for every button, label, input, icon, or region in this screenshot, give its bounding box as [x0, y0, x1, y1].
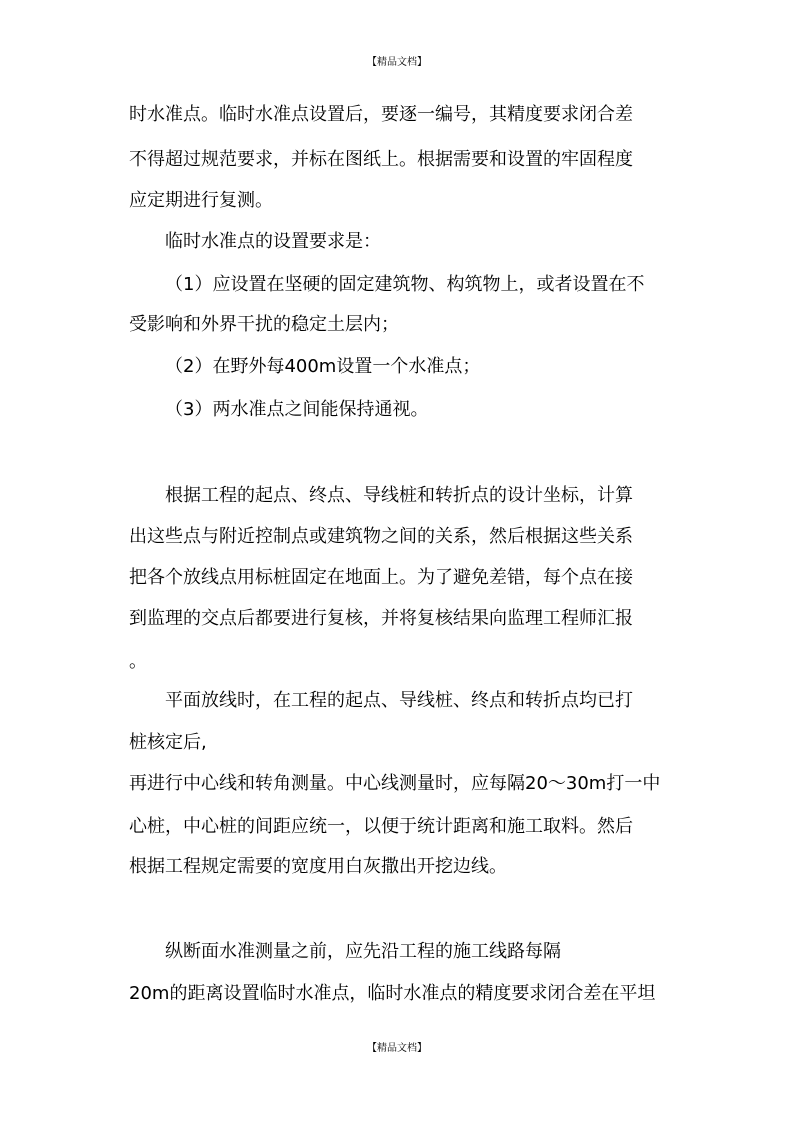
text-line: 到监理的交点后都要进行复核，并将复核结果向监理工程师汇报 — [129, 608, 633, 629]
text-line: （3）两水准点之间能保持通视。 — [165, 399, 429, 420]
text-line: 纵断面水准测量之前，应先沿工程的施工线路每隔 — [165, 941, 561, 962]
page-header: 【精品文档】 — [367, 57, 427, 68]
page-footer: 【精品文档】 — [367, 1043, 427, 1054]
text-line: 临时水准点的设置要求是： — [165, 231, 381, 252]
text-line: 桩核定后, — [129, 732, 207, 753]
text-line: 平面放线时，在工程的起点、导线桩、终点和转折点均已打 — [165, 690, 633, 711]
text-line: 不得超过规范要求，并标在图纸上。根据需要和设置的牢固程度 — [129, 149, 633, 170]
text-line: 。 — [129, 651, 147, 672]
text-line: 20m的距离设置临时水准点，临时水准点的精度要求闭合差在平坦 — [129, 983, 656, 1004]
text-line: 受影响和外界干扰的稳定土层内； — [129, 314, 399, 335]
text-line: 根据工程规定需要的宽度用白灰撒出开挖边线。 — [129, 856, 507, 877]
text-line: 心桩，中心桩的间距应统一，以便于统计距离和施工取料。然后 — [129, 816, 633, 837]
text-line: 把各个放线点用标桩固定在地面上。为了避免差错，每个点在接 — [129, 567, 633, 588]
text-line: （1）应设置在坚硬的固定建筑物、构筑物上，或者设置在不 — [165, 274, 645, 295]
text-line: 应定期进行复测。 — [129, 190, 273, 211]
text-line: 再进行中心线和转角测量。中心线测量时，应每隔20～30m打一中 — [129, 773, 661, 794]
text-line: 出这些点与附近控制点或建筑物之间的关系，然后根据这些关系 — [129, 526, 633, 547]
text-line: （2）在野外每400m设置一个水准点； — [165, 356, 481, 377]
text-line: 根据工程的起点、终点、导线桩和转折点的设计坐标，计算 — [165, 485, 633, 506]
text-line: 时水准点。临时水准点设置后，要逐一编号，其精度要求闭合差 — [129, 104, 633, 125]
